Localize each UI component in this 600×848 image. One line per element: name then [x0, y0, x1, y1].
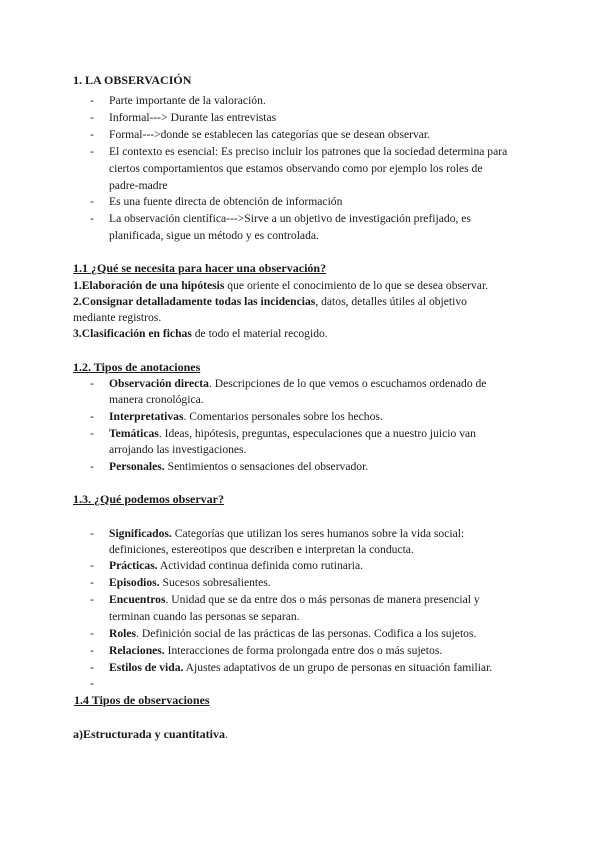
list-item: Es una fuente directa de obtención de información [109, 195, 343, 208]
item-text: . Descripciones de lo que vemos o escuchamos ordenado de [208, 377, 487, 390]
list-item [109, 575, 271, 592]
list-item: Parte importante de la valoración. [109, 94, 266, 107]
list-item-continued: padre-madre [109, 179, 168, 192]
list-item [109, 592, 480, 609]
list-item-continued: terminan cuando las personas se separan. [109, 610, 300, 623]
paragraph-bold: 3.Clasificación en fichas [73, 327, 192, 340]
list-item-continued: arrojando las investigaciones. [109, 443, 247, 456]
bullet-dash: - [90, 111, 94, 124]
section-heading-1-1: 1.1 ¿Qué se necesita para hacer una observación? [73, 261, 327, 275]
page-title: 1. LA OBSERVACIÓN [73, 73, 192, 87]
section-heading-1-3: 1.3. ¿Qué podemos observar? [73, 492, 224, 506]
bullet-dash: - [90, 644, 94, 657]
bullet-dash: - [90, 576, 94, 589]
list-item-continued: definiciones, estereotipos que describen e interpretan la conducta. [109, 543, 414, 556]
item-bold: Encuentros [109, 593, 166, 606]
list-item [109, 376, 486, 393]
item-bold: Significados. [109, 527, 172, 540]
bullet-dash: - [90, 377, 94, 390]
section-heading-1-2: 1.2. Tipos de anotaciones [73, 360, 201, 374]
bullet-dash: - [90, 559, 94, 572]
list-item [109, 426, 476, 443]
list-item: Formal--->donde se establecen las categorías que se desean observar. [109, 128, 431, 141]
paragraph-text: , datos, detalles útiles al objetivo [315, 295, 467, 308]
bullet-dash: - [90, 627, 94, 640]
bullet-dash: - [90, 195, 94, 208]
list-item-continued: ciertos comportamientos que estamos observando como por ejemplo los roles de [109, 162, 483, 175]
item-bold: Relaciones. [109, 644, 165, 657]
bullet-dash-empty: - [90, 677, 94, 690]
item-text: Ajustes adaptativos de un grupo de personas en situación familiar. [183, 661, 493, 674]
paragraph-bold: 1.Elaboración de una hipótesis [73, 279, 225, 292]
item-text: . Ideas, hipótesis, preguntas, especulaciones que a nuestro juicio van [158, 427, 476, 440]
item-text: . [225, 727, 228, 741]
paragraph-text: que oriente el conocimiento de lo que se desea observar. [224, 279, 489, 292]
item-bold: Observación directa [109, 377, 209, 390]
item-bold: Interpretativas [109, 410, 184, 423]
list-item [109, 526, 464, 543]
list-item: Informal---> Durante las entrevistas [109, 111, 277, 124]
item-bold: Estilos de vida. [109, 661, 184, 674]
numbered-paragraph [73, 326, 328, 343]
bullet-dash: - [90, 145, 94, 158]
item-bold: a)Estructurada y cuantitativa [73, 727, 225, 741]
list-item [109, 459, 368, 476]
bullet-dash: - [90, 593, 94, 606]
bullet-dash: - [90, 661, 94, 674]
item-text: . Definición social de las prácticas de las personas. Codifica a los sujetos. [136, 627, 477, 640]
item-text: Categorías que utilizan los seres humanos sobre la vida social: [171, 527, 465, 540]
paragraph-text: de todo el material recogido. [191, 327, 328, 340]
list-item [109, 409, 383, 426]
item-text: . Unidad que se da entre dos o más personas de manera presencial y [165, 593, 480, 606]
list-item-continued: manera cronológica. [109, 393, 204, 406]
subsection-a [73, 726, 228, 743]
item-bold: Roles [109, 627, 137, 640]
item-text: Interacciones de forma prolongada entre dos o más sujetos. [164, 644, 443, 657]
bullet-dash: - [90, 410, 94, 423]
list-item: La observación científica--->Sirve a un objetivo de investigación prefijado, es [109, 212, 471, 225]
bullet-dash: - [90, 527, 94, 540]
item-text: . Comentarios personales sobre los hechos. [183, 410, 383, 423]
list-item-continued: planificada, sigue un método y es controlada. [109, 229, 319, 242]
item-bold: Episodios. [109, 576, 160, 589]
bullet-dash: - [90, 128, 94, 141]
item-bold: Temáticas [109, 427, 159, 440]
list-item [109, 626, 476, 643]
paragraph-continued: mediante registros. [73, 311, 162, 324]
list-item [109, 558, 363, 575]
item-bold: Prácticas. [109, 559, 158, 572]
list-item: El contexto es esencial: Es preciso incluir los patrones que la sociedad determina para [109, 145, 508, 158]
item-text: Sucesos sobresalientes. [159, 576, 271, 589]
item-text: Actividad continua definida como rutinaria. [157, 559, 364, 572]
paragraph-bold: 2.Consignar detalladamente todas las incidencias [73, 295, 316, 308]
bullet-dash: - [90, 94, 94, 107]
bullet-dash: - [90, 460, 94, 473]
item-text: Sentimientos o sensaciones del observador. [164, 460, 369, 473]
bullet-dash: - [90, 427, 94, 440]
item-bold: Personales. [109, 460, 165, 473]
bullet-dash: - [90, 212, 94, 225]
numbered-paragraph [73, 278, 488, 295]
list-item [109, 660, 492, 677]
numbered-paragraph [73, 294, 467, 311]
section-heading-1-4: 1.4 Tipos de observaciones [74, 693, 210, 707]
list-item [109, 643, 442, 660]
